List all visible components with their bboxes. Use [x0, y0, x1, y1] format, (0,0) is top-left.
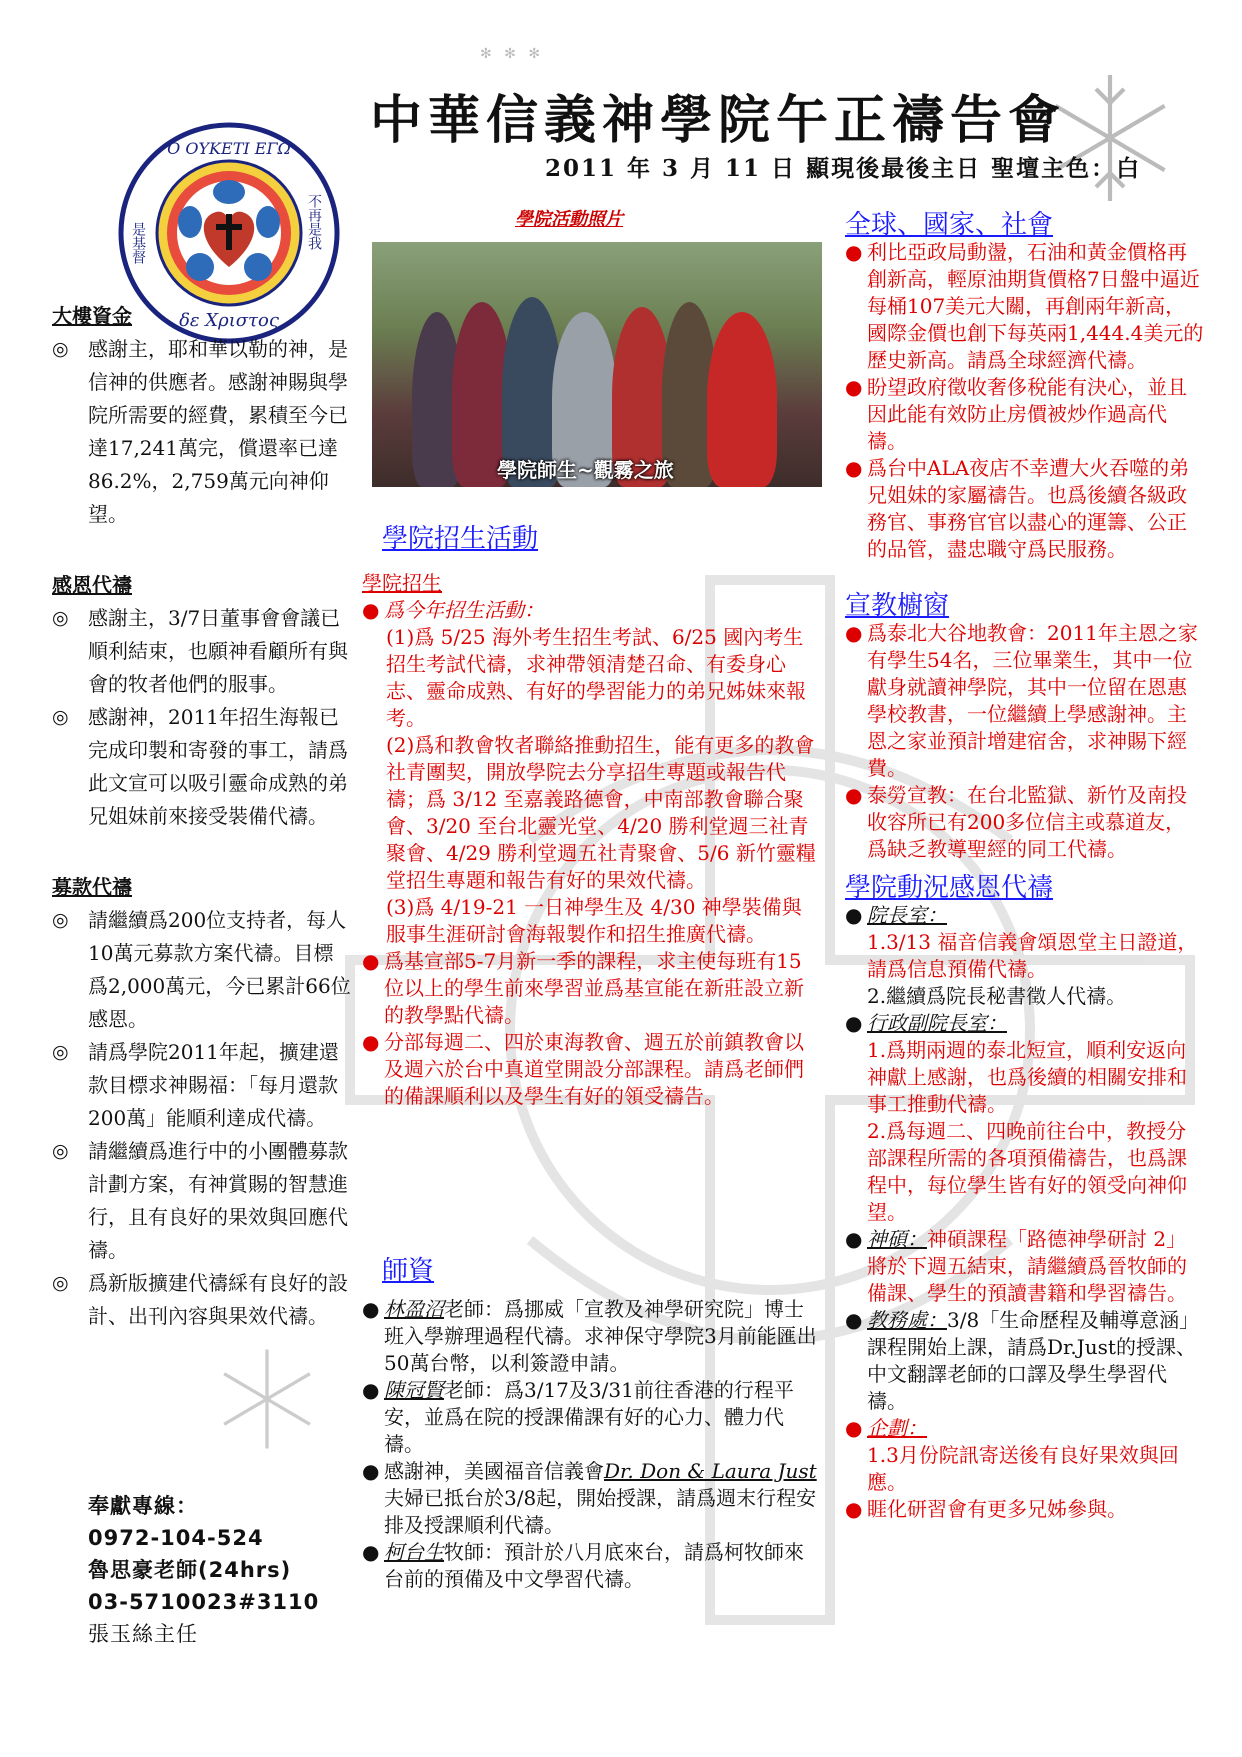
list-item: ● 泰勞宣教：在台北監獄、新竹及南投收容所已有200多位信主或慕道友，爲缺乏教導聖經的同工代禱。: [845, 783, 1187, 861]
contact-person-2: 張玉絲主任: [88, 1622, 198, 1646]
list-item: ● 利比亞政局動盪，石油和黃金價格再創新高，輕原油期貨價格7日盤中逼近每桶107美元大關，再創兩年新高，國際金價也創下每英兩1,444.4美元的歷史新高。請爲全球經濟代禱。: [845, 240, 1204, 372]
faculty-block: [362, 1296, 817, 1593]
contact-phone: 0972-104-524: [88, 1526, 264, 1550]
list-item: ◎ 請繼續爲進行中的小團體募款計劃方案，有神賞賜的智慧進行，且有良好的果效與回應代禱。: [52, 1135, 352, 1267]
page-title: 中華信義神學院午正禱告會: [370, 90, 1067, 151]
list-item: ◎ 感謝主，耶和華以勒的神，是信神的供應者。感謝神賜與學院所需要的經費，累積至今已達17,241萬完，償還率已達86.2%，2,759萬元向神仰望。: [52, 333, 352, 531]
list-item: ● 行政副院長室：: [845, 1011, 1007, 1035]
list-item: ◎ 感謝神，2011年招生海報已完成印製和寄發的事工，請爲此文宣可以吸引靈命成熟的弟兄姐妹前來接受裝備代禱。: [52, 701, 352, 833]
list-item: ● 爲台中ALA夜店不幸遭大火吞噬的弟兄姐妹的家屬禱告。也爲後續各級政務官、事務官官以盡心的運籌、公正的品管，盡忠職守爲民服務。: [845, 456, 1190, 561]
bullet-icon: ◎: [52, 607, 69, 629]
list-item: (3)爲 4/19-21 一日神學生及 4/30 神學裝備與服事生涯研討會海報製作和招生推廣代禱。: [386, 895, 802, 946]
bullet-icon: ◎: [52, 338, 69, 360]
list-item: ● 盼望政府徵收奢侈稅能有決心，並且因此能有效防止房價被炒作過高代禱。: [845, 375, 1187, 453]
list-item: ● 爲基宣部5-7月新一季的課程，求主使每班有15位以上的學生前來學習並爲基宣能在新莊設立新的教學點代禱。: [362, 949, 804, 1027]
heading-faculty: 師資: [382, 1256, 435, 1286]
bullet-icon: ◎: [52, 909, 69, 931]
contact-phone-office: 03-5710023#3110: [88, 1590, 320, 1614]
heading-seminary-news: 學院動況感恩代禱: [845, 873, 1054, 903]
bullet-icon: ◎: [52, 1140, 69, 1162]
section-title-building-fund: 大樓資金: [52, 304, 132, 328]
global-list: [845, 239, 1205, 563]
list-item: ● 爲泰北大谷地教會：2011年主恩之家有學生54名，三位畢業生，其中一位獻身就讀神學院，其中一位留在恩惠學校教書，一位繼續上學感謝神。主恩之家並預計增建宿舍，求神賜下經費。: [845, 621, 1198, 780]
news-list: [845, 902, 1205, 1523]
list-item: ◎ 感謝主，3/7日董事會會議已順利結束，也願神看顧所有與會的牧者他們的服事。: [52, 602, 352, 701]
heading-global: 全球、國家、社會: [845, 210, 1054, 240]
section-title-fundraising: 募款代禱: [52, 875, 132, 899]
contact-person: 魯思豪老師(24hrs): [88, 1558, 292, 1582]
right-column: [845, 212, 1205, 1523]
list-item: ◎ 請繼續爲200位支持者，每人10萬元募款方案代禱。目標爲2,000萬元，今已累計66位感恩。: [52, 904, 352, 1036]
group-photo: [372, 242, 822, 487]
list-item: ● 神碩：神碩課程「路德神學研討 2」將於下週五結束，請繼續爲晉牧師的備課、學生的預讀書籍和學習禱告。: [845, 1227, 1187, 1305]
list-item: ● 睚化研習會有更多兄姊參與。: [845, 1497, 1127, 1521]
list-item: ● 教務處：3/8「生命歷程及輔導意涵」課程開始上課，請爲Dr.Just的授課、中文翻譯老師的口譯及學生學習代禱。: [845, 1308, 1200, 1413]
heading-mission: 宣教櫥窗: [845, 591, 950, 621]
list-item: ● 院長室：: [845, 903, 947, 927]
list-item: ● 陳冠賢老師：爲3/17及3/31前往香港的行程平安，並爲在院的授課備課有好的心力、體力代禱。: [362, 1378, 794, 1456]
decor-ornament: ✻ ✻ ✻: [480, 46, 545, 62]
list-item: (2)爲和教會牧者聯絡推動招生，能有更多的教會社青團契，開放學院去分享招生專題或報告代禱；爲 3/12 至嘉義路德會，中南部教會聯合聚會、3/20 至台北靈光堂、4/20 勝利堂週三社青聚會、4/29 勝利堂週五社青聚會、5/6 新竹靈糧堂招生專題和報告有好的果效代禱。: [386, 733, 816, 892]
list-item: ● 林盈沼老師：爲挪威「宣教及神學研究院」博士班入學辦理過程代禱。求神保守學院3月前能匯出50萬台幣，以利簽證申請。: [362, 1297, 817, 1375]
bullet-icon: ◎: [52, 1272, 69, 1294]
list-item: ◎ 請爲學院2011年起，擴建還款目標求神賜福：「每月還款200萬」能順利達成代禱。: [52, 1036, 352, 1135]
list-item: 2.繼續爲院長秘書徵人代禱。: [867, 984, 1127, 1008]
subheading-admissions: 學院招生: [362, 571, 442, 595]
contact-label: 奉獻專線：: [88, 1494, 198, 1518]
left-column: [52, 300, 352, 1333]
admissions-block: [362, 570, 817, 1110]
list-item: (1)爲 5/25 海外考生招生考試、6/25 國內考生招生考試代禱，求神帶領清楚召命、有委身心志、靈命成熟、有好的學習能力的弟兄姊妹來報考。: [386, 625, 806, 730]
list-item: ● 爲今年招生活動：: [362, 598, 544, 622]
list-item: 2.爲每週二、四晚前往台中，教授分部課程所需的各項預備禱告，也爲課程中，每位學生皆有好的領受向神仰望。: [867, 1119, 1187, 1224]
contact-block: [88, 1490, 319, 1650]
list-item: 1.3月份院訊寄送後有良好果效與回應。: [867, 1443, 1179, 1494]
list-item: ● 企劃：: [845, 1416, 927, 1440]
section-title-thanksgiving: 感恩代禱: [52, 573, 132, 597]
list-item: ◎ 爲新版擴建代禱綵有良好的設計、出刊內容與果效代禱。: [52, 1267, 352, 1333]
page-subtitle: 2011 年 3 月 11 日 顯現後最後主日 聖壇主色：白: [545, 155, 1142, 182]
list-item: 1.3/13 福音信義會頌恩堂主日證道，請爲信息預備代禱。: [867, 930, 1198, 981]
logo-ring-bottom: δε Χριστος: [179, 310, 279, 331]
list-item: ● 柯台生牧師：預計於八月底來台，請爲柯牧師來台前的預備及中文學習代禱。: [362, 1540, 804, 1591]
list-item: 1.爲期兩週的泰北短宣，順利安返向神獻上感謝，也爲後續的相關安排和事工推動代禱。: [867, 1038, 1187, 1116]
list-item: ● 分部每週二、四於東海教會、週五於前鎮教會以及週六於台中真道堂開設分部課程。請爲老師們的備課順利以及學生有好的領受禱告。: [362, 1030, 804, 1108]
photo-caption: 學院活動照片: [515, 209, 623, 230]
heading-admissions: 學院招生活動: [382, 524, 539, 554]
bullet-icon: ◎: [52, 706, 69, 728]
logo-ring-right: 不再是我: [306, 194, 322, 250]
bullet-icon: ◎: [52, 1041, 69, 1063]
snowflake-icon: [212, 1344, 322, 1454]
logo-ring-left: 是基督: [130, 222, 146, 264]
photo-label: 學院師生~觀霧之旅: [497, 458, 674, 482]
list-item: ● 感謝神，美國福音信義會Dr. Don & Laura Just夫婦已抵台於3/8起，開始授課，請爲週末行程安排及授課順利代禱。: [362, 1459, 817, 1537]
mission-list: [845, 620, 1205, 863]
logo-ring-top: Ο ΟΥΚΕΤΙ ΕΓΩ: [167, 139, 291, 158]
